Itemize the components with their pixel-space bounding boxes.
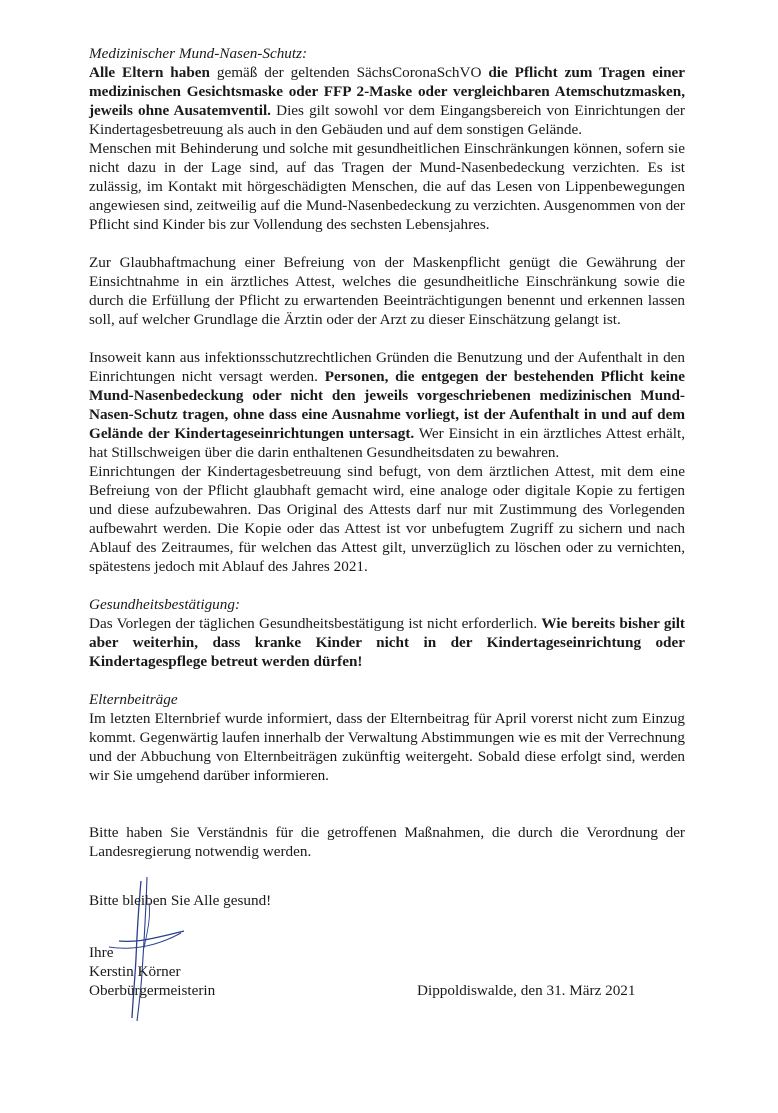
section-elternbeitraege [89, 690, 685, 785]
paragraph-health-confirmation [89, 614, 685, 671]
bold-text: Alle Eltern haben [89, 64, 210, 81]
section-mund-nasen-schutz [89, 44, 685, 576]
bold-text: die Pflicht zum Tragen einer medizinischen Gesichtsmaske oder FFP 2-Maske oder vergleichbaren Atemschutzmasken, jeweils ohne Ausatemventil. [89, 64, 685, 119]
section-gesundheitsbestaetigung [89, 595, 685, 671]
bold-text: Personen, die entgegen der bestehenden Pflicht keine Mund-Nasenbedeckung oder nicht den jeweils vorgeschriebenen medizinischen Mund-Nasen-Schutz tragen, ohne dass eine Ausnahme vorliegt, ist der Aufenthalt in und auf dem Gelände der Kindertageseinrichtungen untersagt. [89, 368, 685, 442]
body-text: Insoweit kann aus infektionsschutzrechtlichen Gründen die Benutzung und der Aufenthalt in den Einrichtungen nicht versagt werden. [89, 349, 685, 385]
paragraph-exemptions: Menschen mit Behinderung und solche mit gesundheitlichen Einschränkungen können, sofern sie nicht dazu in der Lage sind, auf das Tragen der Mund-Nasenbedeckung verzichten. Es ist zulässig, im Kontakt mit hörgeschädigten Menschen, die auf das Lesen von Lippenbewegungen angewiesen sind, zeitweilig auf die Mund-Nasenbedeckung zu verzichten. Ausgenommen von der Pflicht sind Kinder bis zur Vollendung des sechsten Lebensjahres. [89, 140, 685, 233]
bold-text: Wie bereits bisher gilt aber weiterhin, dass kranke Kinder nicht in der Kindertageseinrichtung oder Kindertagespflege betreut werden dürfen! [89, 615, 685, 670]
paragraph-closing: Bitte haben Sie Verständnis für die getroffenen Maßnahmen, die durch die Verordnung der Landesregierung notwendig werden. [89, 824, 685, 860]
body-text: gemäß der geltenden SächsCoronaSchVO [210, 64, 489, 81]
body-text: Wer Einsicht in ein ärztliches Attest erhält, hat Stillschweigen über die darin enthaltenen Gesundheitsdaten zu bewahren. [89, 425, 685, 461]
section-heading: Elternbeiträge [89, 691, 178, 708]
body-text: Dies gilt sowohl vor dem Eingangsbereich von Einrichtungen der Kindertagesbetreuung als auch in den Gebäuden und auf dem sonstigen Gelände. [89, 102, 685, 138]
section-heading: Gesundheitsbestätigung: [89, 596, 241, 613]
signer-title: Oberbürgermeisterin [89, 982, 216, 999]
signer-name: Kerstin Körner [89, 963, 181, 980]
farewell-greeting: Bitte bleiben Sie Alle gesund! [89, 892, 272, 909]
paragraph-copy-rules: Einrichtungen der Kindertagesbetreuung sind befugt, von dem ärztlichen Attest, mit dem eine Befreiung von der Pflicht glaubhaft gemacht wird, eine analoge oder digitale Kopie zu fertigen und diese aufzubewahren. Das Original des Attests darf nur mit Zustimmung des Vorlegenden aufbewahrt werden. Die Kopie oder das Attest ist vor unbefugtem Zugriff zu sichern und nach Ablauf des Zeitraumes, für welchen das Attest gilt, unverzüglich zu löschen oder zu vernichten, spätestens jedoch mit Ablauf des Jahres 2021. [89, 463, 685, 575]
paragraph-attest: Zur Glaubhaftmachung einer Befreiung von der Maskenpflicht genügt die Gewährung der Einsichtnahme in ein ärztliches Attest, welches die gesundheitliche Einschränkung sowie die durch die Erfüllung der Pflicht zu erwartenden Beeinträchtigungen benennt und erkennen lassen soll, auf welcher Grundlage die Ärztin oder der Arzt zu dieser Einschätzung gelangt ist. [89, 254, 685, 328]
paragraph-mask-obligation [89, 63, 685, 139]
place-and-date: Dippoldiswalde, den 31. März 2021 [417, 982, 636, 999]
closing-ihre: Ihre [89, 944, 114, 961]
signature-block [89, 891, 685, 1011]
paragraph-fees: Im letzten Elternbrief wurde informiert, dass der Elternbeitrag für April vorerst nicht zum Einzug kommt. Gegenwärtig laufen innerhalb der Verwaltung Abstimmungen wie es mit der Verrechnung und der Abbuchung von Elternbeiträgen zukünftig weitergeht. Sobald diese erfolgt sind, werden wir Sie umgehend darüber informieren. [89, 710, 685, 784]
body-text: Das Vorlegen der täglichen Gesundheitsbestätigung ist nicht erforderlich. [89, 615, 542, 632]
letter-page [89, 44, 685, 1011]
section-heading: Medizinischer Mund-Nasen-Schutz: [89, 45, 308, 62]
paragraph-access [89, 348, 685, 462]
